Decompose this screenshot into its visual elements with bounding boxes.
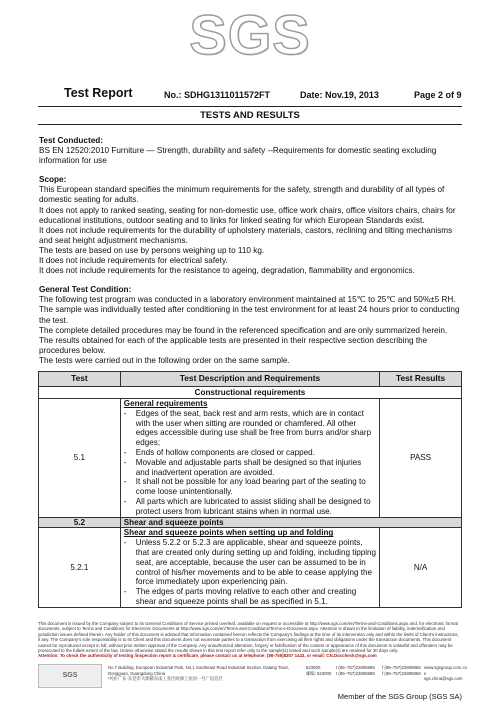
scope-paragraph: The tests are based on use by persons weighing up to 110 kg.	[39, 245, 265, 255]
address-line: No.7 Building, European Industrial Park, No.1 Southeast Road Industrial Section, Dalang Town, Dongguan, Guangdong China	[108, 665, 290, 676]
results-table	[38, 371, 462, 608]
fax: f (86–757)22805858	[382, 670, 421, 676]
constructional-heading: Constructional requirements	[39, 387, 462, 399]
footer-logo: SGS	[38, 664, 102, 688]
list-item: - All parts which are lubricated to assist sliding shall be designed to protect users from lubricant stains when in normal use.	[123, 496, 371, 516]
divider-top	[38, 106, 462, 107]
test-description	[120, 399, 379, 518]
table-row	[39, 517, 462, 528]
test-conducted-text: BS EN 12520:2010 Furniture — Strength, durability and safety --Requirements for domestic seating excluding information for use	[39, 146, 437, 166]
test-description	[120, 528, 379, 607]
list-item: - Ends of hollow components are closed or capped.	[123, 447, 315, 457]
requirement-title: Shear and squeeze points	[120, 517, 461, 528]
table-row	[39, 399, 462, 518]
sgs-logo: SGS	[189, 3, 311, 66]
header-test: Test	[39, 372, 121, 387]
list-item: - Unless 5.2.2 or 5.2.3 are applicable, shear and squeeze points, that are created only during setting up and folding, including tipping seat, are acceptable, because the user can be assumed to be in control of his/her movements and to be able to cease applying the force immediately upon experiencing pain.	[123, 538, 377, 587]
list-item: - Edges of the seat, back rest and arm rests, which are in contact with the user when sitting are rounded or chamfered. All other edges accessible during use shall be free from burrs and/or sharp edges;	[123, 408, 372, 448]
list-item: - Movable and adjustable parts shall be designed so that injuries and inadvertent operation are avoided.	[123, 457, 362, 477]
scope-paragraph: This European standard specifies the minimum requirements for the safety, strength and durability of all types of domestic seating for adults.	[39, 185, 445, 205]
email: e sgs.china@sgs.com	[424, 670, 463, 682]
general-condition-heading: General Test Condition:	[39, 285, 132, 295]
list-item: - It shall not be possible for any load bearing part of the seating to come loose unintentionally.	[123, 477, 366, 497]
test-number: 5.2	[39, 517, 121, 528]
address-line-cn: 中国·广东·东莞市大朗镇东南工业区欧洲工业园一号厂房首层	[108, 676, 223, 682]
disclaimer	[38, 621, 462, 659]
report-number: No.: SDHG1311011572FT	[164, 90, 271, 100]
footer-address	[38, 664, 467, 688]
table-row	[39, 528, 462, 607]
disclaimer-text: This document is issued by the Company subject to its General Conditions of Service printed overleaf, available on request or accessible at http://www.sgs.com/en/Terms-and-Conditions.aspx and, for electronic format documents, subject to Terms and Conditions for Electronic Documents at http://www.sgs.com/en/Terms-and-Conditions/Terms-e-Document.aspx. Attention is drawn to the limitation of liability, indemnification and jurisdiction issues defined therein. Any holder of this document is advised that information contained hereon reflects the Company's findings at the time of its intervention only and within the limits of Client's instructions, if any. The Company's sole responsibility is to its Client and this document does not exonerate parties to a transaction from exercising all their rights and obligations under the transaction documents. This document cannot be reproduced except in full, without prior written approval of the Company. Any unauthorized alteration, forgery or falsification of the content or appearance of this document is unlawful and offenders may be prosecuted to the fullest extent of the law. Unless otherwise stated the results shown in this test report refer only to the sample(s) tested and such sample(s) are retained for 30 days only.	[38, 621, 459, 654]
divider-bottom	[38, 124, 462, 125]
header-description: Test Description and Requirements	[120, 372, 379, 387]
table-row	[39, 387, 462, 399]
scope-paragraph: It does not apply to ranked seating, seating for non-domestic use, office work chairs, office visitors chairs, chairs for educational institutions, outdoor seating and to links for linked seating for which European Standards exist.	[39, 205, 456, 225]
page-number: Page 2 of 9	[414, 90, 462, 100]
telephone: t (86–757)22805888	[336, 665, 375, 670]
scope-paragraph: It does not include requirements for electrical safety.	[39, 256, 228, 266]
test-conducted-heading: Test Conducted:	[39, 136, 103, 145]
fax: f (86–757)22805858	[382, 665, 421, 670]
list-item: - The edges of parts moving relative to each other and creating shear and squeeze points shall be as specified in 5.1.	[123, 587, 357, 606]
telephone: t (86–757)22805888	[336, 670, 375, 676]
general-paragraph: The following test program was conducted in a laboratory environment maintained at 15℃ to 25℃ and 50%±5 RH. The sample was individually tested after conditioning in the test environment for at least 24 hours prior to conducting the test.	[39, 295, 460, 325]
attention-text: Attention: To check the authenticity of testing /inspection report & certificate, please contact us at telephone: (86-755)8307 1443, or email: CN.Doccheck@sgs.com	[38, 653, 377, 659]
requirement-title: Shear and squeeze points when setting up and folding	[123, 528, 334, 538]
header-results: Test Results	[380, 372, 462, 387]
section-title: TESTS AND RESULTS	[200, 110, 300, 121]
member-note: Member of the SGS Group (SGS SA)	[337, 692, 462, 701]
test-number: 5.1	[39, 399, 121, 518]
postcode: 523000	[306, 665, 321, 670]
report-title: Test Report	[64, 86, 133, 100]
scope-paragraph: It does not include requirements for the resistance to ageing, degradation, flammability and ergonomics.	[39, 266, 415, 276]
test-result: N/A	[380, 528, 462, 607]
report-body	[39, 136, 463, 366]
table-header-row	[39, 372, 462, 387]
logo-band	[0, 0, 500, 72]
report-date: Date: Nov.19, 2013	[300, 90, 379, 100]
general-paragraph: The tests were carried out in the following order on the same sample.	[39, 355, 290, 365]
postcode-cn: 邮编: 523000	[306, 670, 332, 676]
scope-paragraph: It does not include requirements for the durability of upholstery materials, castors, reclining and tilting mechanisms and seat height adjustment mechanisms.	[39, 225, 453, 245]
website: www.sgsgroup.com.cn	[424, 665, 467, 670]
requirement-title: General requirements	[123, 399, 208, 408]
general-paragraph: The complete detailed procedures may be found in the referenced specification and are only summarized herein. The results obtained for each of the applicable tests are presented in their respective section describing the procedures below.	[39, 325, 448, 355]
test-number: 5.2.1	[39, 528, 121, 607]
scope-heading: Scope:	[39, 175, 67, 185]
test-result: PASS	[380, 399, 462, 518]
